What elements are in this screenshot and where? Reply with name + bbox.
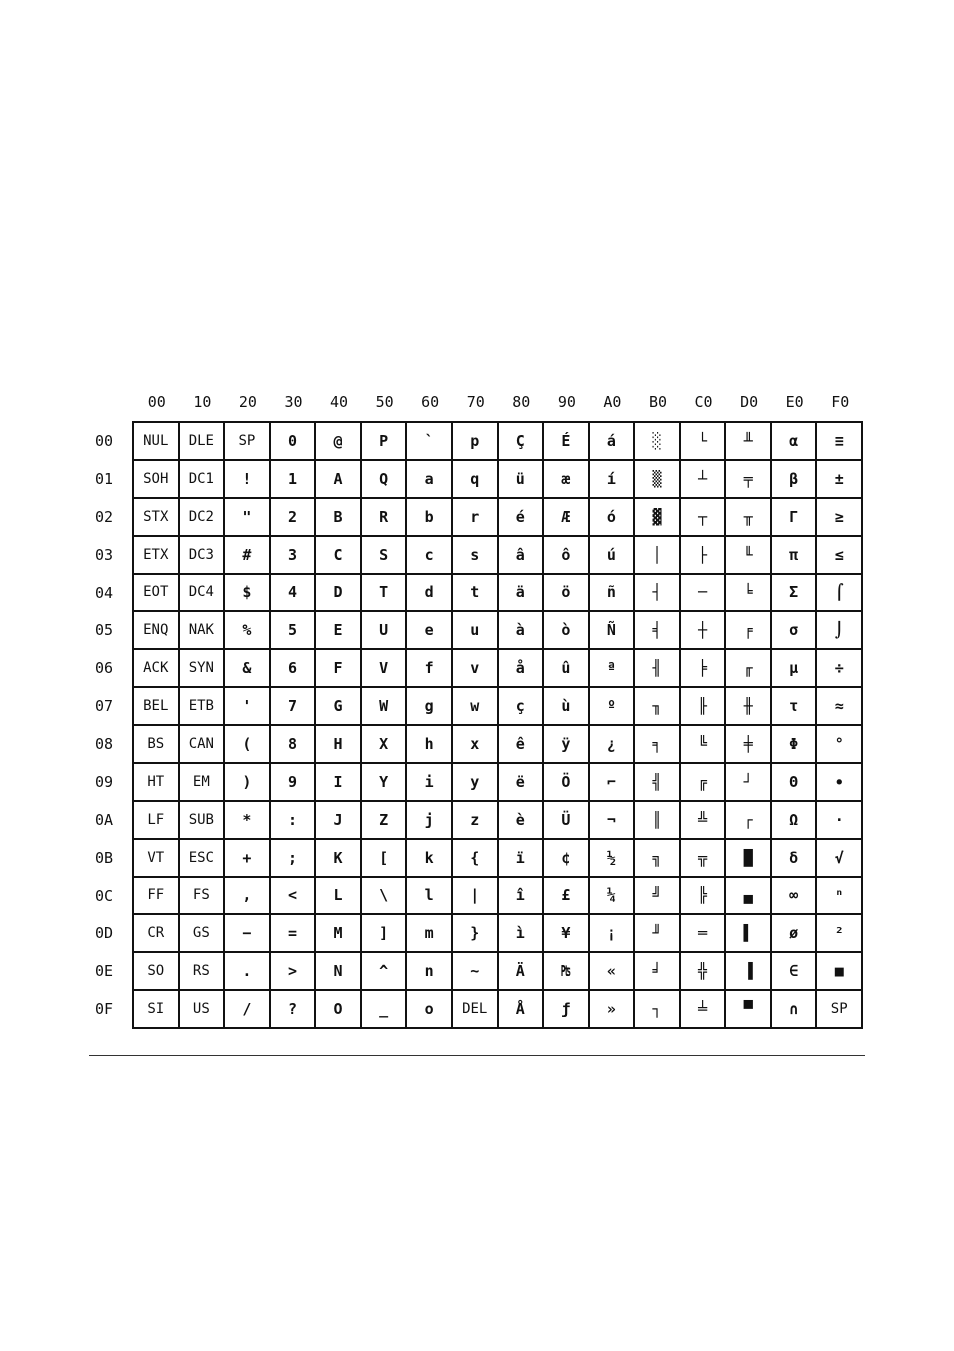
char-cell: █ bbox=[726, 840, 772, 878]
char-cell: ╧ bbox=[681, 991, 727, 1029]
char-cell: ² bbox=[817, 915, 863, 953]
char-cell: º bbox=[590, 688, 636, 726]
char-cell: ╞ bbox=[681, 650, 727, 688]
char-cell: 8 bbox=[271, 726, 317, 764]
char-cell: r bbox=[453, 499, 499, 537]
char-cell: 4 bbox=[271, 575, 317, 613]
char-cell: VT bbox=[134, 840, 180, 878]
char-cell: ╜ bbox=[635, 915, 681, 953]
char-cell: ¢ bbox=[544, 840, 590, 878]
char-cell: l bbox=[407, 878, 453, 916]
char-cell: f bbox=[407, 650, 453, 688]
char-cell: ╢ bbox=[635, 650, 681, 688]
char-cell: ▒ bbox=[635, 461, 681, 499]
char-cell: HT bbox=[134, 764, 180, 802]
char-cell: é bbox=[499, 499, 545, 537]
char-cell: ┤ bbox=[635, 575, 681, 613]
char-cell: Ü bbox=[544, 802, 590, 840]
column-header: B0 bbox=[648, 393, 667, 411]
char-cell: ƒ bbox=[544, 991, 590, 1029]
char-cell: NAK bbox=[180, 612, 226, 650]
row-header: 04 bbox=[94, 583, 114, 602]
char-cell: T bbox=[362, 575, 408, 613]
char-cell: 6 bbox=[271, 650, 317, 688]
char-cell: ETX bbox=[134, 537, 180, 575]
char-cell: » bbox=[590, 991, 636, 1029]
char-cell: Φ bbox=[772, 726, 818, 764]
char-cell: F bbox=[316, 650, 362, 688]
char-cell: ENQ bbox=[134, 612, 180, 650]
char-cell: ! bbox=[225, 461, 271, 499]
char-cell: K bbox=[316, 840, 362, 878]
row-header: 08 bbox=[94, 735, 114, 753]
char-cell: 9 bbox=[271, 764, 317, 802]
row-header: 03 bbox=[94, 545, 114, 564]
char-cell: W bbox=[362, 688, 408, 726]
char-cell: STX bbox=[134, 499, 180, 537]
char-cell: DC1 bbox=[180, 461, 226, 499]
char-cell: SP bbox=[817, 991, 863, 1029]
char-cell: É bbox=[544, 423, 590, 461]
char-cell: FS bbox=[180, 878, 226, 916]
char-cell: ┐ bbox=[635, 991, 681, 1029]
char-cell: Θ bbox=[772, 764, 818, 802]
char-cell: ± bbox=[817, 461, 863, 499]
char-cell: ╙ bbox=[726, 537, 772, 575]
char-cell: Å bbox=[499, 991, 545, 1029]
char-cell: j bbox=[407, 802, 453, 840]
char-cell: ' bbox=[225, 688, 271, 726]
char-cell: ESC bbox=[180, 840, 226, 878]
char-cell: ╦ bbox=[681, 840, 727, 878]
char-cell: û bbox=[544, 650, 590, 688]
char-cell: à bbox=[499, 612, 545, 650]
char-cell: ACK bbox=[134, 650, 180, 688]
char-cell: ê bbox=[499, 726, 545, 764]
char-cell: Ä bbox=[499, 953, 545, 991]
row-header: 01 bbox=[94, 469, 114, 488]
char-cell: ÷ bbox=[817, 650, 863, 688]
char-cell: á bbox=[590, 423, 636, 461]
char-cell: Ñ bbox=[590, 612, 636, 650]
char-cell: DC4 bbox=[180, 575, 226, 613]
char-cell: ┴ bbox=[681, 461, 727, 499]
char-cell: ä bbox=[499, 575, 545, 613]
char-cell: \ bbox=[362, 878, 408, 916]
row-header: 0B bbox=[94, 848, 114, 867]
char-cell: í bbox=[590, 461, 636, 499]
char-cell: G bbox=[316, 688, 362, 726]
char-cell: & bbox=[225, 650, 271, 688]
char-cell: ¬ bbox=[590, 802, 636, 840]
char-cell: τ bbox=[772, 688, 818, 726]
char-cell: k bbox=[407, 840, 453, 878]
column-header: 80 bbox=[512, 393, 531, 411]
row-header: 0A bbox=[94, 810, 114, 829]
char-cell: î bbox=[499, 878, 545, 916]
char-cell: 5 bbox=[271, 612, 317, 650]
char-cell: ú bbox=[590, 537, 636, 575]
char-cell: ╟ bbox=[681, 688, 727, 726]
char-cell: ╒ bbox=[726, 612, 772, 650]
column-header: 50 bbox=[375, 393, 394, 411]
char-cell: └ bbox=[681, 423, 727, 461]
char-cell: ü bbox=[499, 461, 545, 499]
char-cell: * bbox=[225, 802, 271, 840]
char-cell: DLE bbox=[180, 423, 226, 461]
char-cell: Ç bbox=[499, 423, 545, 461]
char-cell: σ bbox=[772, 612, 818, 650]
char-cell: } bbox=[453, 915, 499, 953]
char-cell: ╣ bbox=[635, 764, 681, 802]
char-cell: . bbox=[225, 953, 271, 991]
char-cell: ` bbox=[407, 423, 453, 461]
char-cell: I bbox=[316, 764, 362, 802]
char-cell: H bbox=[316, 726, 362, 764]
char-cell: Z bbox=[362, 802, 408, 840]
char-cell: ] bbox=[362, 915, 408, 953]
char-cell: ? bbox=[271, 991, 317, 1029]
char-cell: ( bbox=[225, 726, 271, 764]
char-cell: √ bbox=[817, 840, 863, 878]
char-cell: m bbox=[407, 915, 453, 953]
char-cell: SYN bbox=[180, 650, 226, 688]
char-cell: { bbox=[453, 840, 499, 878]
column-header: 90 bbox=[557, 393, 576, 411]
char-cell: ╝ bbox=[635, 878, 681, 916]
row-header: 07 bbox=[94, 697, 114, 716]
char-cell: U bbox=[362, 612, 408, 650]
char-cell: SUB bbox=[180, 802, 226, 840]
char-cell: h bbox=[407, 726, 453, 764]
char-cell: Σ bbox=[772, 575, 818, 613]
column-header: 30 bbox=[284, 393, 303, 411]
column-header: F0 bbox=[831, 393, 850, 411]
char-cell: y bbox=[453, 764, 499, 802]
char-cell: z bbox=[453, 802, 499, 840]
char-cell: ù bbox=[544, 688, 590, 726]
char-cell: 2 bbox=[271, 499, 317, 537]
char-cell: DC3 bbox=[180, 537, 226, 575]
char-cell: $ bbox=[225, 575, 271, 613]
char-cell: ║ bbox=[635, 802, 681, 840]
char-cell: e bbox=[407, 612, 453, 650]
char-cell: ≥ bbox=[817, 499, 863, 537]
char-cell: ⌠ bbox=[817, 575, 863, 613]
char-cell: 0 bbox=[271, 423, 317, 461]
char-cell: X bbox=[362, 726, 408, 764]
char-cell: « bbox=[590, 953, 636, 991]
char-cell: ½ bbox=[590, 840, 636, 878]
char-cell: EM bbox=[180, 764, 226, 802]
char-cell: _ bbox=[362, 991, 408, 1029]
char-cell: BS bbox=[134, 726, 180, 764]
char-cell: ó bbox=[590, 499, 636, 537]
char-cell: : bbox=[271, 802, 317, 840]
char-cell: N bbox=[316, 953, 362, 991]
char-cell: C bbox=[316, 537, 362, 575]
char-cell: = bbox=[271, 915, 317, 953]
character-table bbox=[132, 421, 863, 1029]
char-cell: O bbox=[316, 991, 362, 1029]
char-cell: ö bbox=[544, 575, 590, 613]
char-cell: å bbox=[499, 650, 545, 688]
row-header: 0F bbox=[94, 1000, 114, 1019]
char-cell: β bbox=[772, 461, 818, 499]
char-cell: ∈ bbox=[772, 953, 818, 991]
char-cell: · bbox=[817, 802, 863, 840]
char-cell: % bbox=[225, 612, 271, 650]
char-cell: d bbox=[407, 575, 453, 613]
char-cell: ë bbox=[499, 764, 545, 802]
char-cell: ₧ bbox=[544, 953, 590, 991]
char-cell: L bbox=[316, 878, 362, 916]
row-header: 0D bbox=[94, 924, 114, 943]
char-cell: ─ bbox=[681, 575, 727, 613]
row-header: 09 bbox=[94, 772, 114, 791]
char-cell: US bbox=[180, 991, 226, 1029]
char-cell: FF bbox=[134, 878, 180, 916]
char-cell: ╥ bbox=[726, 499, 772, 537]
char-cell: ° bbox=[817, 726, 863, 764]
char-cell: − bbox=[225, 915, 271, 953]
char-cell: Y bbox=[362, 764, 408, 802]
char-cell: è bbox=[499, 802, 545, 840]
char-cell: ; bbox=[271, 840, 317, 878]
char-cell: , bbox=[225, 878, 271, 916]
char-cell: ) bbox=[225, 764, 271, 802]
char-cell: w bbox=[453, 688, 499, 726]
char-cell: A bbox=[316, 461, 362, 499]
char-cell: ï bbox=[499, 840, 545, 878]
char-cell: [ bbox=[362, 840, 408, 878]
column-header: A0 bbox=[603, 393, 622, 411]
char-cell: SI bbox=[134, 991, 180, 1029]
char-cell: ▀ bbox=[726, 991, 772, 1029]
char-cell: ╛ bbox=[635, 953, 681, 991]
char-cell: B bbox=[316, 499, 362, 537]
char-cell: ╔ bbox=[681, 764, 727, 802]
char-cell: ò bbox=[544, 612, 590, 650]
char-cell: NUL bbox=[134, 423, 180, 461]
char-cell: ø bbox=[772, 915, 818, 953]
column-header: E0 bbox=[785, 393, 804, 411]
char-cell: ^ bbox=[362, 953, 408, 991]
char-cell: " bbox=[225, 499, 271, 537]
char-cell: ì bbox=[499, 915, 545, 953]
char-cell: ░ bbox=[635, 423, 681, 461]
char-cell: CAN bbox=[180, 726, 226, 764]
char-cell: 7 bbox=[271, 688, 317, 726]
row-header: 0E bbox=[94, 962, 114, 981]
char-cell: ô bbox=[544, 537, 590, 575]
char-cell: ╠ bbox=[681, 878, 727, 916]
char-cell: ╚ bbox=[681, 726, 727, 764]
char-cell: s bbox=[453, 537, 499, 575]
char-cell: @ bbox=[316, 423, 362, 461]
char-cell: δ bbox=[772, 840, 818, 878]
row-header: 02 bbox=[94, 507, 114, 526]
char-cell: ╕ bbox=[635, 726, 681, 764]
char-cell: P bbox=[362, 423, 408, 461]
char-cell: ¿ bbox=[590, 726, 636, 764]
char-cell: ¼ bbox=[590, 878, 636, 916]
column-header: D0 bbox=[740, 393, 759, 411]
char-cell: ┼ bbox=[681, 612, 727, 650]
char-cell: Γ bbox=[772, 499, 818, 537]
char-cell: > bbox=[271, 953, 317, 991]
char-cell: o bbox=[407, 991, 453, 1029]
char-cell: │ bbox=[635, 537, 681, 575]
char-cell: ┌ bbox=[726, 802, 772, 840]
char-cell: ~ bbox=[453, 953, 499, 991]
char-cell: BEL bbox=[134, 688, 180, 726]
char-cell: SOH bbox=[134, 461, 180, 499]
char-cell: g bbox=[407, 688, 453, 726]
char-cell: π bbox=[772, 537, 818, 575]
char-cell: DC2 bbox=[180, 499, 226, 537]
char-cell: α bbox=[772, 423, 818, 461]
char-cell: | bbox=[453, 878, 499, 916]
char-cell: ≈ bbox=[817, 688, 863, 726]
char-cell: / bbox=[225, 991, 271, 1029]
char-cell: b bbox=[407, 499, 453, 537]
char-cell: ╗ bbox=[635, 840, 681, 878]
char-cell: E bbox=[316, 612, 362, 650]
char-cell: q bbox=[453, 461, 499, 499]
char-cell: Q bbox=[362, 461, 408, 499]
char-cell: ⌐ bbox=[590, 764, 636, 802]
char-cell: ╓ bbox=[726, 650, 772, 688]
char-cell: Ω bbox=[772, 802, 818, 840]
char-cell: ≤ bbox=[817, 537, 863, 575]
char-cell: ¥ bbox=[544, 915, 590, 953]
char-cell: ▓ bbox=[635, 499, 681, 537]
char-cell: ∩ bbox=[772, 991, 818, 1029]
char-cell: ┘ bbox=[726, 764, 772, 802]
char-cell: V bbox=[362, 650, 408, 688]
char-cell: < bbox=[271, 878, 317, 916]
char-cell: SP bbox=[225, 423, 271, 461]
row-header: 0C bbox=[94, 886, 114, 905]
char-cell: t bbox=[453, 575, 499, 613]
char-cell: p bbox=[453, 423, 499, 461]
char-cell: ç bbox=[499, 688, 545, 726]
char-cell: LF bbox=[134, 802, 180, 840]
char-cell: ╪ bbox=[726, 726, 772, 764]
char-cell: ▐ bbox=[726, 953, 772, 991]
char-cell: ∙ bbox=[817, 764, 863, 802]
column-header: 60 bbox=[421, 393, 440, 411]
char-cell: ETB bbox=[180, 688, 226, 726]
row-header: 06 bbox=[94, 659, 114, 678]
char-cell: x bbox=[453, 726, 499, 764]
char-cell: SO bbox=[134, 953, 180, 991]
char-cell: Ö bbox=[544, 764, 590, 802]
column-header: 20 bbox=[238, 393, 257, 411]
row-header-column bbox=[84, 421, 124, 1029]
char-cell: ═ bbox=[681, 915, 727, 953]
char-cell: ╩ bbox=[681, 802, 727, 840]
char-cell: Æ bbox=[544, 499, 590, 537]
char-cell: u bbox=[453, 612, 499, 650]
row-header: 05 bbox=[94, 621, 114, 640]
char-cell: ⌡ bbox=[817, 612, 863, 650]
column-header: C0 bbox=[694, 393, 713, 411]
char-cell: ╫ bbox=[726, 688, 772, 726]
char-cell: ª bbox=[590, 650, 636, 688]
char-cell: CR bbox=[134, 915, 180, 953]
char-cell: ╤ bbox=[726, 461, 772, 499]
char-cell: ┬ bbox=[681, 499, 727, 537]
char-cell: ╘ bbox=[726, 575, 772, 613]
char-cell: D bbox=[316, 575, 362, 613]
char-cell: R bbox=[362, 499, 408, 537]
char-cell: µ bbox=[772, 650, 818, 688]
char-cell: ▌ bbox=[726, 915, 772, 953]
char-cell: + bbox=[225, 840, 271, 878]
char-cell: ñ bbox=[590, 575, 636, 613]
char-cell: n bbox=[407, 953, 453, 991]
char-cell: RS bbox=[180, 953, 226, 991]
char-cell: ╡ bbox=[635, 612, 681, 650]
char-cell: â bbox=[499, 537, 545, 575]
char-cell: 3 bbox=[271, 537, 317, 575]
char-cell: ▄ bbox=[726, 878, 772, 916]
char-cell: c bbox=[407, 537, 453, 575]
char-cell: a bbox=[407, 461, 453, 499]
char-cell: S bbox=[362, 537, 408, 575]
row-header: 00 bbox=[94, 432, 114, 450]
char-cell: ¡ bbox=[590, 915, 636, 953]
char-cell: ■ bbox=[817, 953, 863, 991]
char-cell: ⁿ bbox=[817, 878, 863, 916]
char-cell: EOT bbox=[134, 575, 180, 613]
char-cell: DEL bbox=[453, 991, 499, 1029]
char-cell: æ bbox=[544, 461, 590, 499]
footer-rule bbox=[89, 1055, 865, 1056]
char-cell: GS bbox=[180, 915, 226, 953]
char-cell: ╖ bbox=[635, 688, 681, 726]
char-cell: ├ bbox=[681, 537, 727, 575]
char-cell: M bbox=[316, 915, 362, 953]
char-cell: ∞ bbox=[772, 878, 818, 916]
char-cell: # bbox=[225, 537, 271, 575]
column-header-row bbox=[132, 391, 863, 413]
char-cell: ≡ bbox=[817, 423, 863, 461]
char-cell: £ bbox=[544, 878, 590, 916]
char-cell: i bbox=[407, 764, 453, 802]
column-header: 40 bbox=[330, 393, 349, 411]
column-header: 10 bbox=[193, 393, 212, 411]
char-cell: J bbox=[316, 802, 362, 840]
char-cell: v bbox=[453, 650, 499, 688]
column-header: 70 bbox=[466, 393, 485, 411]
char-cell: ╬ bbox=[681, 953, 727, 991]
char-cell: ÿ bbox=[544, 726, 590, 764]
char-cell: 1 bbox=[271, 461, 317, 499]
char-cell: ╨ bbox=[726, 423, 772, 461]
column-header: 00 bbox=[147, 393, 166, 411]
